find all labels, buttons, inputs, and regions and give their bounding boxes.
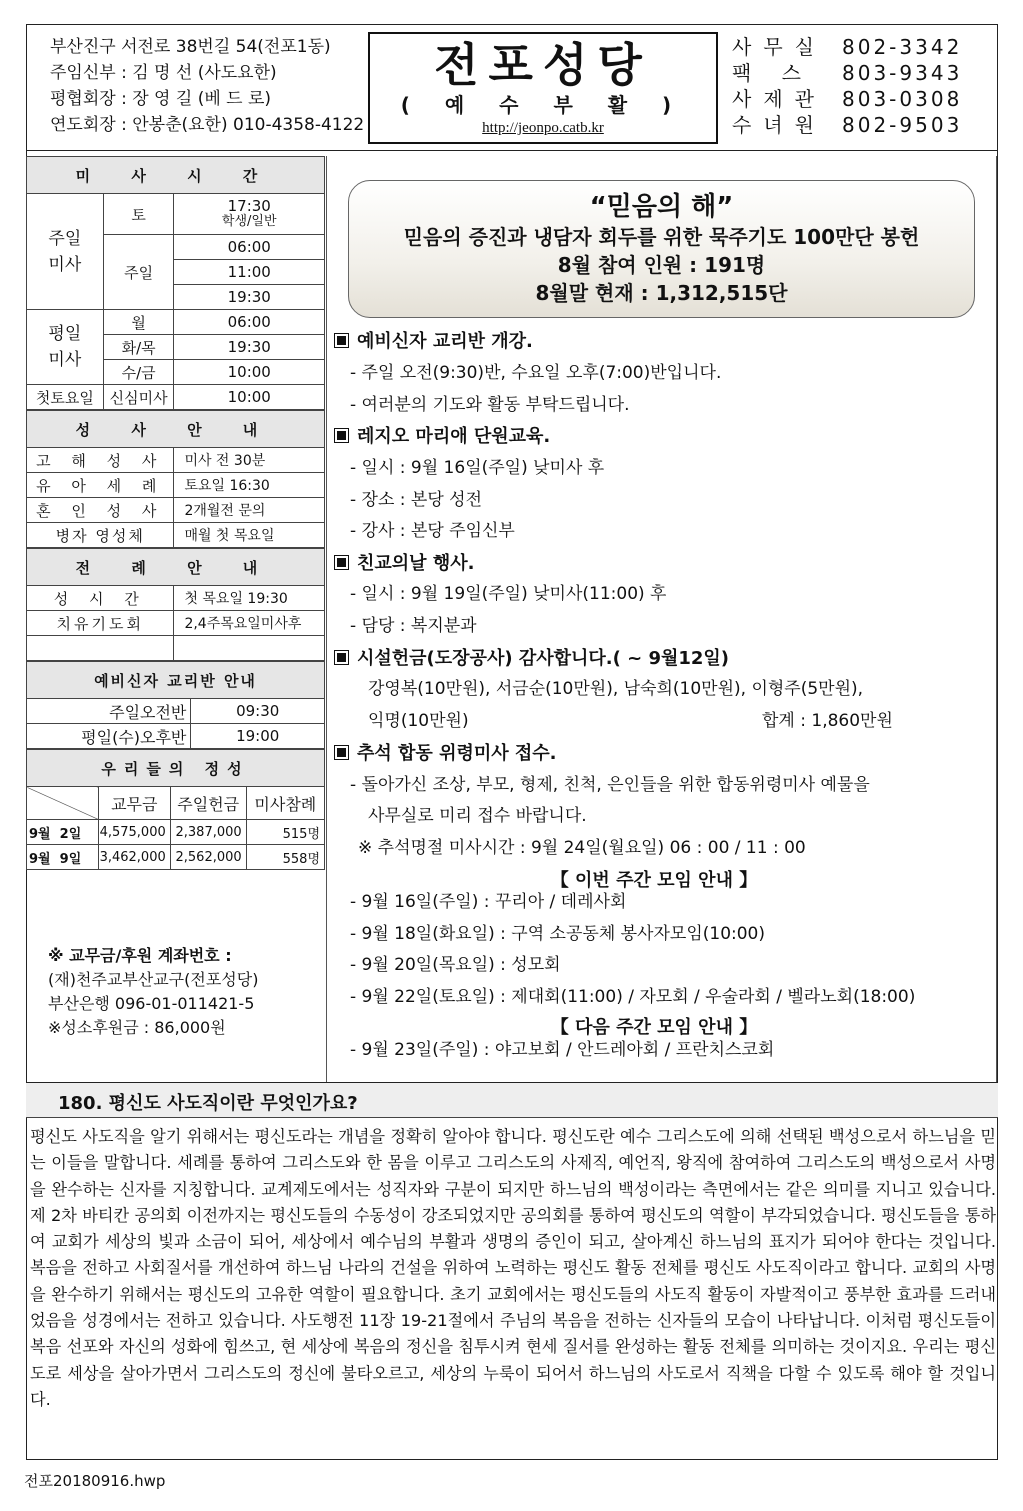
- banner-title: “믿음의 해”: [589, 192, 734, 222]
- notice-line: - 강사 : 본당 주임신부: [350, 521, 515, 541]
- file-name: 전포20180916.hwp: [24, 1472, 166, 1490]
- notice-line: ※ 추석명절 미사시간 : 9월 24일(월요일) 06 : 00 / 11 : 00: [358, 838, 806, 858]
- sun-time: 19:30: [174, 285, 325, 310]
- question-header: [26, 1082, 998, 1118]
- weekday-day: 월: [103, 310, 174, 335]
- sacrament-info: 토요일 16:30: [174, 473, 325, 498]
- parish-info: [50, 34, 364, 138]
- legion-president: 연도회장 : 안봉춘(요한) 010-4358-4122: [50, 115, 365, 135]
- col-attendance: 미사참례: [246, 787, 324, 820]
- attendance-value: 558명: [246, 845, 324, 870]
- sacrament-name: 유 아 세 례: [27, 473, 174, 498]
- meeting-item: - 9월 20일(목요일) : 성모회: [350, 955, 561, 975]
- notice-title: 친교의날 행사.: [334, 548, 474, 579]
- weekday-time: 10:00: [174, 360, 325, 385]
- offering-table: [26, 749, 325, 870]
- parish-url[interactable]: http://jeonpo.catb.kr: [482, 120, 604, 136]
- schedule-table: [26, 156, 325, 410]
- banner-line: 8월말 현재 : 1,312,515단: [535, 281, 788, 305]
- parish-title: 전포성당: [434, 38, 652, 92]
- worship-table: [26, 548, 325, 661]
- address: 부산진구 서전로 38번길 54(전포1동): [50, 37, 331, 57]
- notice-line: 강영복(10만원), 서금순(10만원), 남숙희(10만원), 이형주(5만원),: [368, 679, 864, 699]
- next-meetings-title: 【 다음 주간 모임 안내 】: [550, 1017, 758, 1038]
- sunday-offering-value: 2,387,000: [170, 820, 246, 845]
- notice-line: - 일시 : 9월 16일(주일) 낮미사 후: [350, 458, 605, 478]
- sun-label: 주일: [103, 235, 174, 310]
- sacrament-info: 매월 첫 목요일: [174, 523, 325, 548]
- sunday-offering-value: 2,562,000: [170, 845, 246, 870]
- contact-fax: 팩 스 803-9343: [732, 61, 963, 85]
- contact-office: 사무실 802-3342: [732, 35, 963, 59]
- first-sat-type: 신심미사: [103, 385, 174, 410]
- empty-cell: [27, 636, 174, 661]
- column-divider: [326, 156, 327, 1082]
- contact-convent: 수녀원 802-9503: [732, 113, 963, 137]
- account-owner: (재)천주교부산교구(전포성당): [48, 970, 259, 989]
- worship-heading: 전 례 안 내: [27, 549, 325, 586]
- weekday-time: 19:30: [174, 335, 325, 360]
- offering-date: 9월 9일: [27, 845, 99, 870]
- contact-rectory: 사제관 803-0308: [732, 87, 963, 111]
- sat-label: 토: [103, 194, 174, 235]
- offering-heading: 우리들의 정성: [27, 750, 325, 787]
- meeting-item: - 9월 16일(주일) : 꾸리아 / 데레사회: [350, 892, 627, 912]
- worship-info: 첫 목요일 19:30: [174, 586, 325, 611]
- sacrament-info: 미사 전 30분: [174, 448, 325, 473]
- dues-value: 3,462,000: [98, 845, 170, 870]
- sacrament-name: 고 해 성 사: [27, 448, 174, 473]
- sat-time: 17:30 학생/일반: [174, 194, 325, 235]
- contact-list: [732, 34, 962, 138]
- meeting-item: - 9월 23일(주일) : 야고보회 / 안드레아회 / 프란치스코회: [350, 1040, 775, 1060]
- answer-text: 평신도 사도직을 알기 위해서는 평신도라는 개념을 정확히 알아야 합니다. 평신도란 예수 그리스도에 의해 선택된 백성으로서 하느님을 믿는 이들을 말합니다. 세례를 통하여 그리스도와 한 몸을 이루고 그리스도의 사제직, 예언직, 왕직에 참여하여 그리스도의 백성으로서 사명을 완수하는 신자를 지칭합니다. 교계제도에서는 성직자와 구분이 되지만 하느님의 백성이라는 측면에서는 같은 의미를 지니고 있습니다. 제 2차 바티칸 공의회 이전까지는 평신도들의 수동성이 강조되었지만 공의회를 통하여 평신도의 역할이 부각되었습니다. 평신도들을 통하여 교회가 세상의 빛과 소금이 되어, 세상에서 예수님의 부활과 생명의 증인이 되고, 살아계신 하느님의 표지가 되어야 한다는 것입니다. 복음을 전하고 사회질서를 개선하여 하느님 나라의 건설을 위하여 노력하는 평신도 활동 전체를 평신도 사도직이라고 합니다. 교회의 사명을 완수하기 위해서는 평신도의 고유한 역할이 필요합니다. 초기 교회에서는 평신도들의 사도직 활동이 자발적이고 풍부한 효과를 드러내었음을 성경에서는 전하고 있습니다. 사도행전 11장 19-21절에서 주님의 복음을 전하는 신자들의 모습이 나타납니다. 이처럼 평신도들이 복음 선포와 자신의 성화에 힘쓰고, 현 세상에 복음의 정신을 침투시켜 현세 질서를 완성하는 활동 전체를 의미하는 것이지요. 우리는 평신도로 세상을 살아가면서 그리스도의 정신에 불타오르고, 세상의 누룩이 되어서 하느님의 사도로서 직책을 다할 수 있도록 해야 할 것입니다.: [30, 1127, 996, 1409]
- col-dues: 교무금: [98, 787, 170, 820]
- title-box: [368, 32, 718, 144]
- notice-title: 추석 합동 위령미사 접수.: [334, 738, 557, 769]
- sacrament-name: 혼 인 성 사: [27, 498, 174, 523]
- right-border: [996, 156, 997, 1082]
- empty-cell: [174, 636, 325, 661]
- notice-title: 예비신자 교리반 개강.: [334, 326, 533, 357]
- council-president: 평협회장 : 장 영 길 (베 드 로): [50, 89, 272, 109]
- class-name: 평일(수)오후반: [27, 724, 191, 749]
- sidebar: [26, 156, 325, 870]
- catechumen-heading: 예비신자 교리반 안내: [27, 662, 325, 699]
- pastor: 주임신부 : 김 명 선 (사도요한): [50, 63, 277, 83]
- first-sat-time: 10:00: [174, 385, 325, 410]
- mass-heading: 미 사 시 간: [27, 157, 325, 194]
- notice-title: 레지오 마리애 단원교육.: [334, 421, 550, 452]
- notice-line: - 일시 : 9월 19일(주일) 낮미사(11:00) 후: [350, 584, 667, 604]
- sacrament-info: 2개월전 문의: [174, 498, 325, 523]
- first-sat-label: 첫토요일: [27, 385, 104, 410]
- donation-total: 합계 : 1,860만원: [762, 711, 893, 731]
- account-info: [48, 944, 258, 1040]
- weekday-mass-label: 평일 미사: [27, 310, 104, 385]
- weekday-day: 수/금: [103, 360, 174, 385]
- diagonal-cell: [27, 787, 99, 820]
- class-name: 주일오전반: [27, 699, 191, 724]
- sun-time: 06:00: [174, 235, 325, 260]
- notice-title: 시설헌금(도장공사) 감사합니다.( ~ 9월12일): [334, 643, 729, 674]
- sacrament-name: 병자 영성체: [27, 523, 174, 548]
- notice-line: - 장소 : 본당 성전: [350, 490, 483, 510]
- year-of-faith-banner: [348, 180, 975, 318]
- dues-value: 4,575,000: [98, 820, 170, 845]
- sun-time: 11:00: [174, 260, 325, 285]
- banner-line: 믿음의 증진과 냉담자 회두를 위한 묵주기도 100만단 봉헌: [403, 225, 920, 249]
- notice-line: 익명(10만원): [368, 711, 469, 731]
- question-title: 180. 평신도 사도직이란 무엇인가요?: [58, 1093, 358, 1114]
- sacrament-heading: 성 사 안 내: [27, 411, 325, 448]
- weekday-day: 화/목: [103, 335, 174, 360]
- account-bank: 부산은행 096-01-011421-5: [48, 994, 255, 1013]
- account-title: ※ 교무금/후원 계좌번호 :: [48, 946, 232, 965]
- sacrament-table: [26, 410, 325, 548]
- attendance-value: 515명: [246, 820, 324, 845]
- catechumen-table: [26, 661, 325, 749]
- class-time: 19:00: [191, 724, 325, 749]
- header-divider: [26, 150, 998, 151]
- offering-date: 9월 2일: [27, 820, 99, 845]
- week-meetings-title: 【 이번 주간 모임 안내 】: [550, 870, 758, 891]
- weekday-time: 06:00: [174, 310, 325, 335]
- vocation-donation: ※성소후원금 : 86,000원: [48, 1018, 226, 1037]
- banner-line: 8월 참여 인원 : 191명: [557, 253, 766, 277]
- notice-line: - 돌아가신 조상, 부모, 형제, 친척, 은인들을 위한 합동위령미사 예물을: [350, 775, 870, 795]
- meeting-item: - 9월 22일(토요일) : 제대회(11:00) / 자모회 / 우술라회 / 벨라노회(18:00): [350, 987, 916, 1007]
- notice-line: - 여러분의 기도와 활동 부탁드립니다.: [350, 395, 630, 415]
- worship-name: 치유기도회: [27, 611, 174, 636]
- meeting-item: - 9월 18일(화요일) : 구역 소공동체 봉사자모임(10:00): [350, 924, 766, 944]
- parish-subtitle: ( 예 수 부 활 ): [400, 93, 686, 117]
- notice-line: 사무실로 미리 접수 바랍니다.: [368, 806, 587, 826]
- notice-line: - 담당 : 복지분과: [350, 616, 477, 636]
- col-sunday-offering: 주일헌금: [170, 787, 246, 820]
- notice-line: - 주일 오전(9:30)반, 수요일 오후(7:00)반입니다.: [350, 363, 722, 383]
- sunday-mass-label: 주일 미사: [27, 194, 104, 310]
- worship-name: 성 시 간: [27, 586, 174, 611]
- worship-info: 2,4주목요일미사후: [174, 611, 325, 636]
- class-time: 09:30: [191, 699, 325, 724]
